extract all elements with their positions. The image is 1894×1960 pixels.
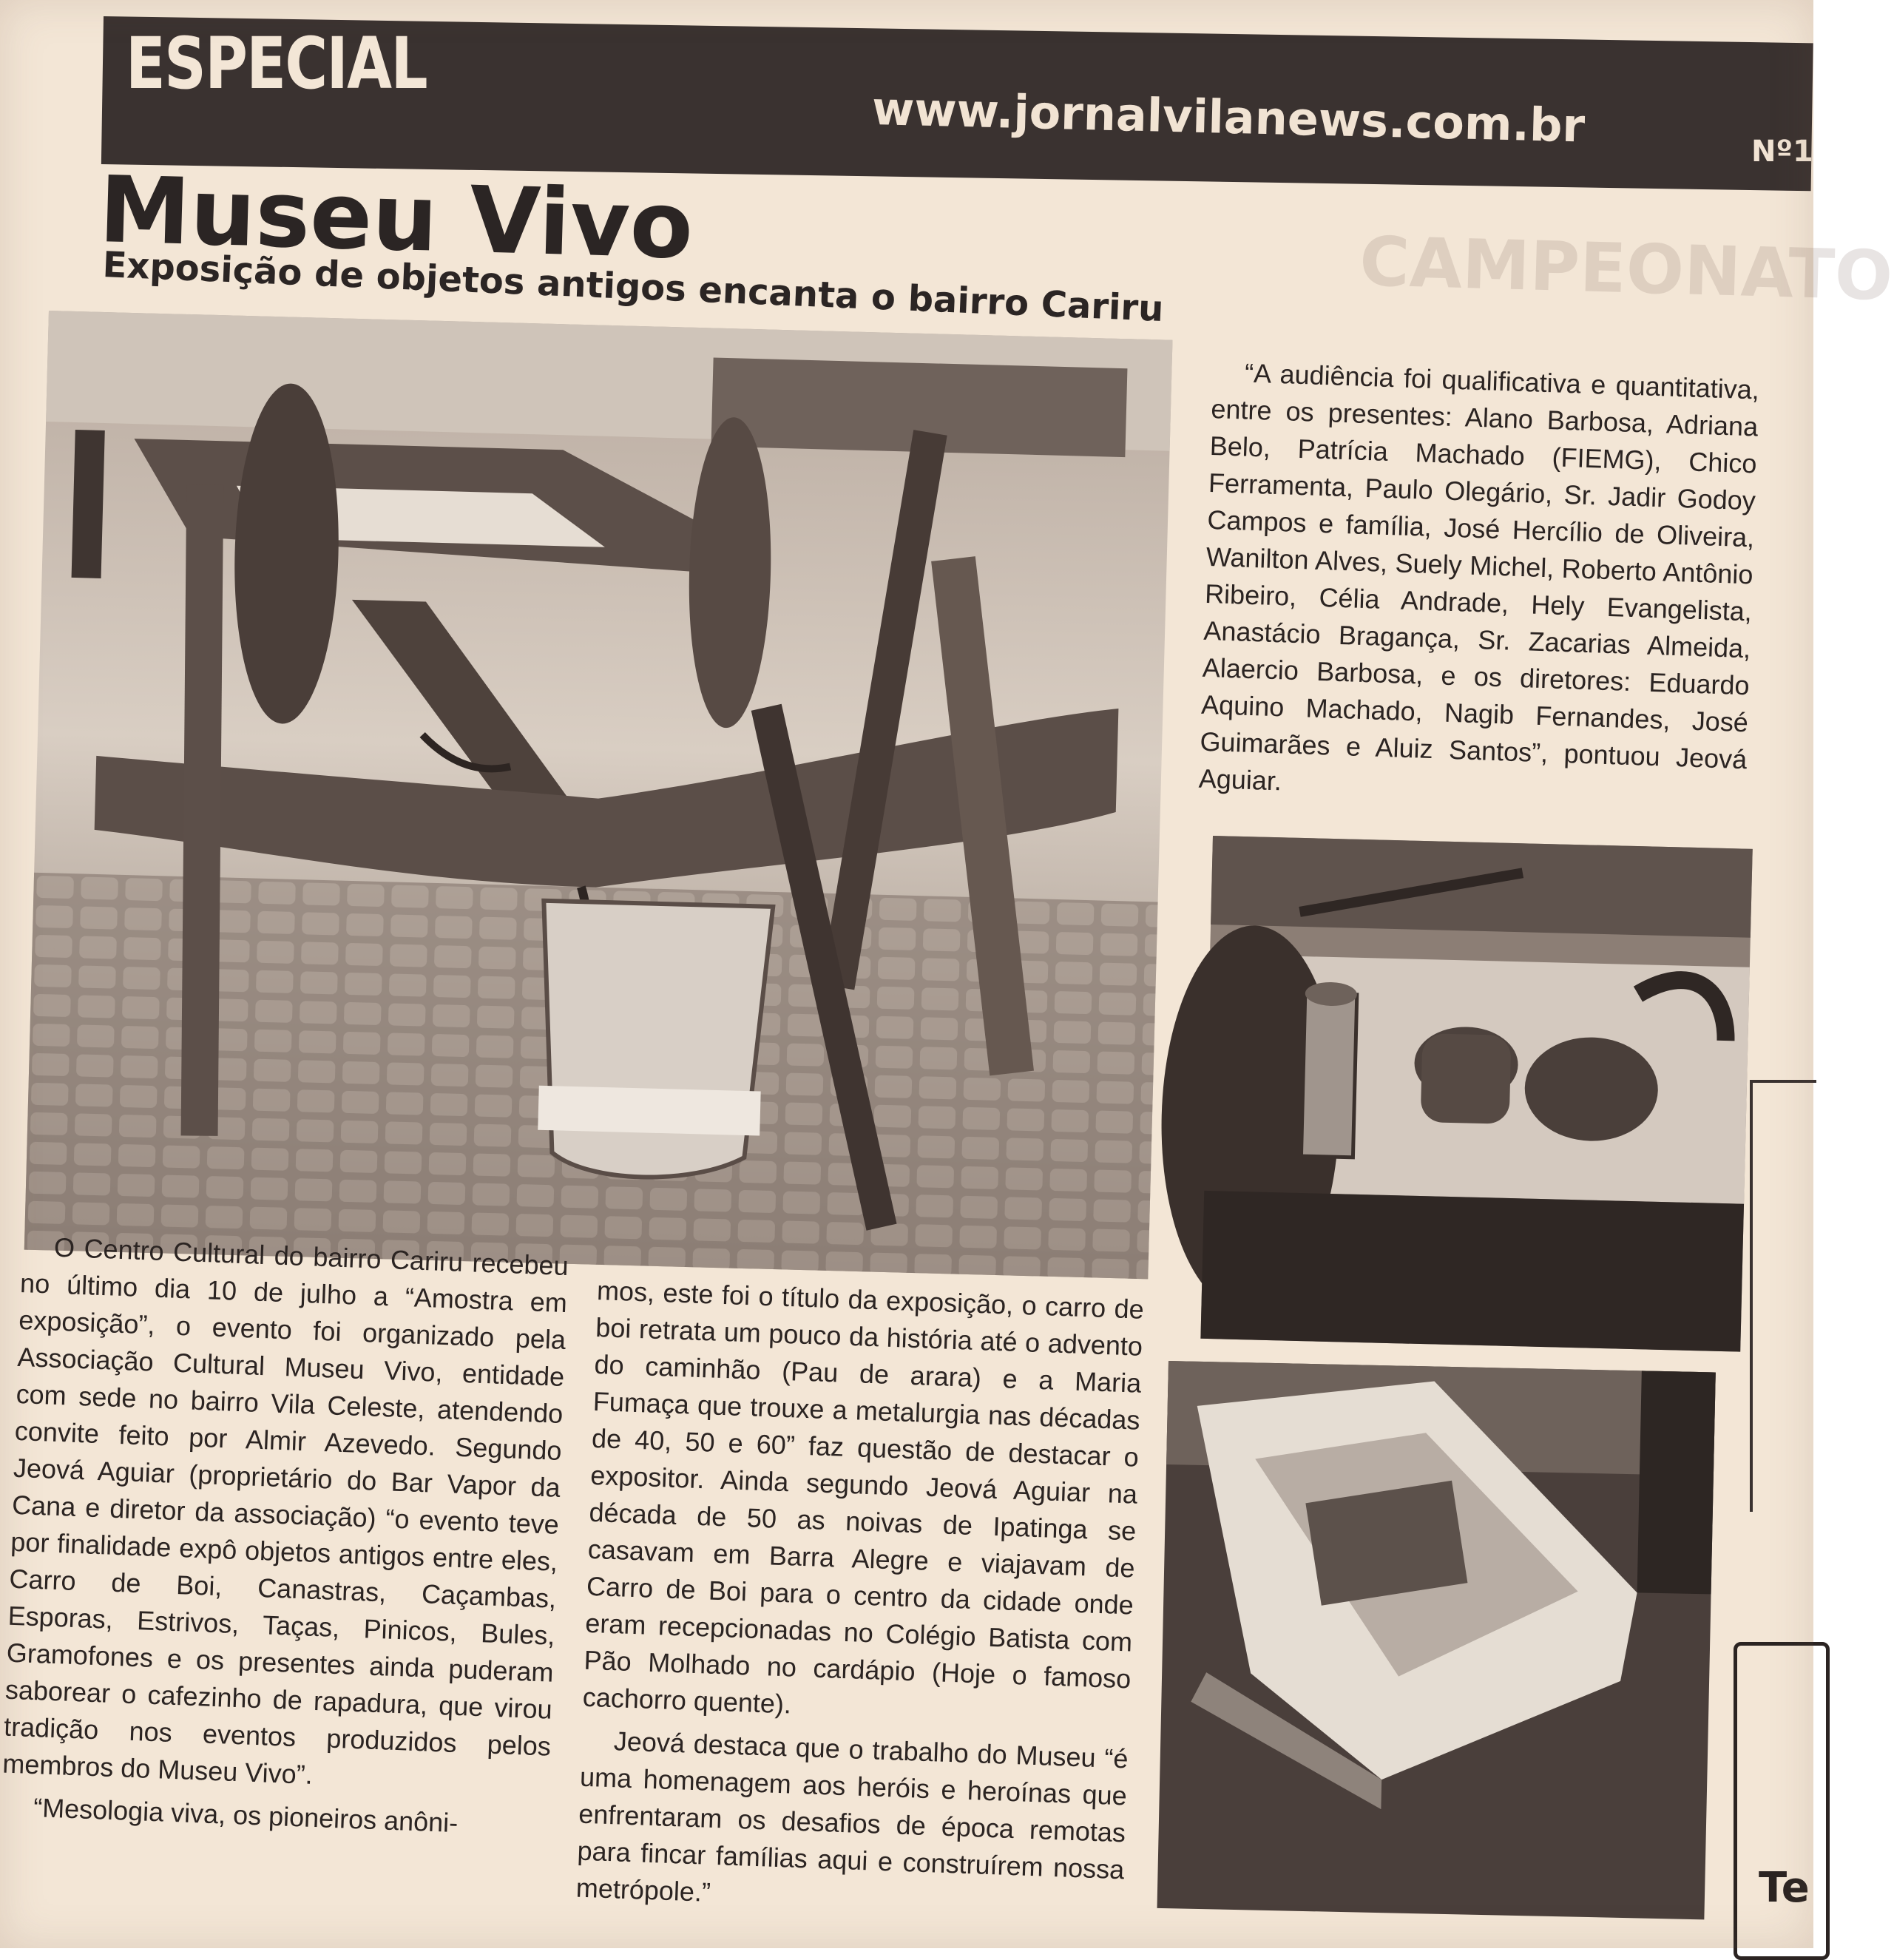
body-paragraph: “Mesologia viva, os pioneiros anôni- <box>33 1792 459 1839</box>
book-photo <box>1157 1361 1716 1919</box>
adjacent-ad-frame <box>1750 1080 1816 1512</box>
body-column-middle <box>575 1272 1144 1925</box>
bleed-through-text: CAMPEONATO <box>1359 222 1894 317</box>
issue-number: Nº1 <box>1751 135 1813 169</box>
website-url: www.jornalvilanews.com.br <box>871 81 1586 153</box>
body-paragraph: Jeová destaca que o trabalho do Museu “é uma homenagem aos heróis e heroínas que enfrentaram os desafios de época remotas para fincar famílias aqui e construírem nossa metrópole.” <box>575 1726 1129 1907</box>
body-paragraph: O Centro Cultural do bairro Cariru recebeu no último dia 10 de julho a “Amostra em exposição”, o evento foi organizado pela Associação Cultural Museu Vivo, entidade com sede no bairro Vila Celeste, atendendo convite feito por Almir Azevedo. Segundo Jeová Aguiar (proprietário do Bar Vapor da Cana e diretor da associação) “o evento teve por finalidade expô objetos antigos entre eles, Carro de Boi, Canastras, Caçambas, Esporas, Estrivos, Taças, Pinicos, Bules, Gramofones e os presentes ainda puderam saborear o cafezinho de rapadura, que virou tradição nos eventos produzidos pelos membros do Museu Vivo”. <box>1 1231 569 1790</box>
quote-column <box>1198 354 1759 815</box>
ox-cart-photo <box>24 311 1173 1279</box>
body-paragraph: mos, este foi o título da exposição, o carro de boi retrata um pouco da história até o advento do caminhão (Pau de arara) e a Maria Fumaça que trouxe a metalurgia nas décadas de 40, 50 e 60” faz questão de destacar o expositor. Ainda segundo Jeová Aguiar na década de 50 as noivas de Ipatinga se casavam em Barra Alegre e viajavam de Carro de Boi para o centro da cidade onde eram recepcionadas no Colégio Batista com Pão Molhado no cardápio (Hoje o famoso cachorro quente). <box>582 1274 1145 1720</box>
adjacent-box-frame <box>1734 1642 1830 1960</box>
article-headline: Museu Vivo <box>97 157 695 280</box>
body-column-left <box>0 1228 569 1845</box>
section-tag: ESPECIAL <box>126 22 427 105</box>
adjacent-partial-text: Te <box>1759 1864 1810 1912</box>
quote-paragraph: “A audiência foi qualificativa e quantitativa, entre os presentes: Alano Barbosa, Adriana Belo, Patrícia Machado (FIEMG), Chico Ferramenta, Paulo Olegário, Sr. Jadir Godoy Campos e família, José Hercílio de Oliveira, Wanilton Alves, Suely Michel, Roberto Antônio Ribeiro, Célia Andrade, Hely Evangelista, Anastácio Bragança, Sr. Zacarias Almeida, Alaercio Barbosa, e os diretores: Eduardo Aquino Machado, Nagib Fernandes, José Guimarães e Aluiz Santos”, pontuou Jeová Aguiar. <box>1198 357 1760 797</box>
kettles-photo <box>1200 836 1752 1352</box>
article-subheadline: Exposição de objetos antigos encanta o bairro Cariru <box>101 244 1165 331</box>
